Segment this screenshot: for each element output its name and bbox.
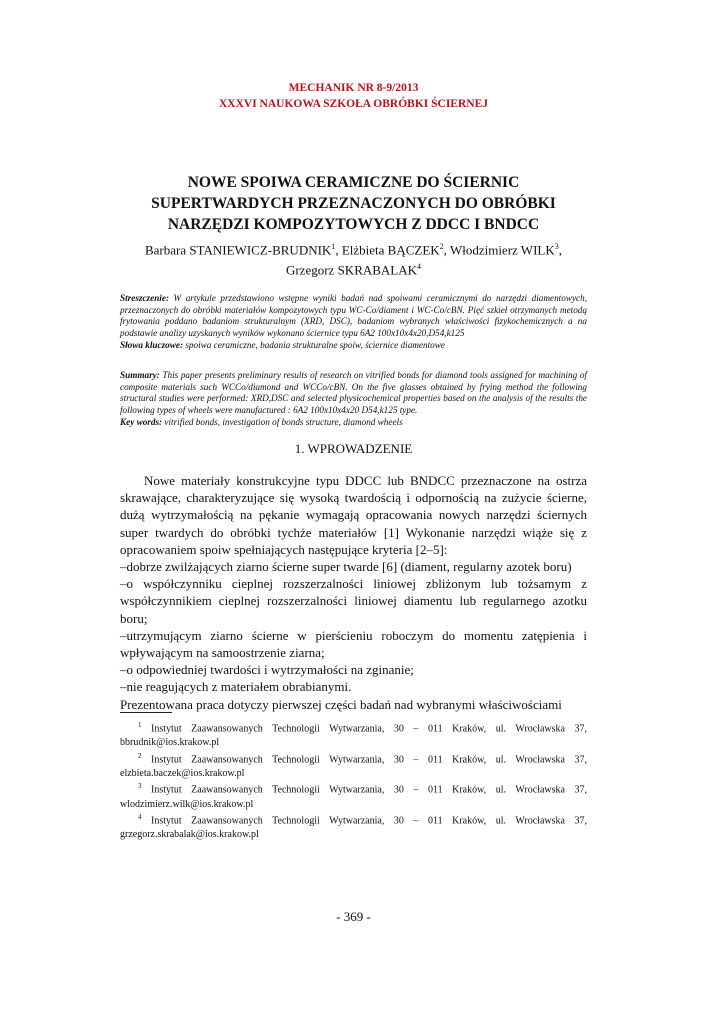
keywords-polish-text: spoiwa ceramiczne, badania strukturalne spoiw, ściernice diamentowe [183, 340, 445, 350]
conference-name: XXXVI NAUKOWA SZKOŁA OBRÓBKI ŚCIERNEJ [218, 98, 489, 110]
footnote-1 [120, 719, 587, 750]
body-paragraph-2: Prezentowana praca dotyczy pierwszej części badań nad wybranymi właściwościami [120, 696, 562, 712]
author-list [120, 238, 587, 279]
footnote-4 [120, 811, 587, 842]
body-paragraph-1: Nowe materiały konstrukcyjne typu DDCC lub BNDCC przeznaczone na ostrza skrawające, charakteryzujące się wysoką twardością i odpornością na zużycie ścierne, dużą wytrzymałością na pękanie wymagają opracowania nowych narzędzi ściernych super twardych do obróbki tychże materiałów [1] Wykonanie narzędzi wiąże się z opracowaniem spoiw spełniających następujące kryteria [2–5]: [120, 473, 587, 557]
criteria-item-4: –o odpowiedniej twardości i wytrzymałości na zginanie; [120, 662, 414, 678]
authors-line-2 [120, 258, 587, 278]
author-separator: , [558, 242, 562, 258]
title-line-1: NOWE SPOIWA CERAMICZNE DO ŚCIERNIC [187, 174, 520, 191]
footnote-3 [120, 780, 587, 811]
footnote-3-text: Instytut Zaawansowanych Technologii Wytwarzania, 30 – 011 Kraków, ul. Wrocławska 37, wlodzimierz.wilk@ios.krakow.pl [120, 784, 587, 810]
abstract-english-label: Summary: [120, 370, 160, 380]
author-3: Włodzimierz WILK [449, 242, 555, 258]
abstract-polish-text: W artykule przedstawiono wstępne wyniki badań nad spoiwami ceramicznymi do narzędzi diamentowych, przeznaczonych do obróbki materiałów kompozytowych typu WC-Co/diament i WC-Co/cBN. Pięć szkieł otrzymanych metodą frytowania poddano badaniom strukturalnym (XRD, DSC), badaniom wybranych właściwości fizykochemicznych a na podstawie analizy uzyskanych wyników wykonano ściernice typu 6A2 100x10x4x20,D54,k125 [120, 293, 587, 339]
criteria-item-1: –dobrze zwilżających ziarno ścierne super twarde [6] (diament, regularny azotek boru) [120, 559, 572, 575]
section-heading: 1. WPROWADZENIE [294, 441, 413, 456]
journal-header [120, 80, 587, 112]
author-1: Barbara STANIEWICZ-BRUDNIK [144, 242, 332, 258]
keywords-english [120, 417, 587, 429]
keywords-english-text: vitrified bonds, investigation of bonds structure, diamond wheels [162, 417, 403, 427]
abstract-polish [120, 293, 587, 340]
keywords-polish-label: Słowa kluczowe: [120, 340, 184, 350]
criteria-item-2: –o współczynniku cieplnej rozszerzalności liniowej zbliżonym lub tożsamym z współczynnikiem cieplnej rozszerzalności liniowej diamentu lub regularnego azotku boru; [120, 576, 587, 626]
author-separator: , [443, 242, 450, 258]
paper-title [120, 172, 587, 235]
abstract-english [120, 370, 587, 417]
title-line-3: NARZĘDZI KOMPOZYTOWYCH Z DDCC I BNDCC [167, 216, 540, 233]
footnote-1-number: 1 [138, 721, 142, 729]
author-1-affiliation: 1 [331, 242, 336, 251]
criteria-item-5: –nie reagujących z materiałem obrabianymi. [120, 679, 352, 695]
page-number: - 369 - [336, 909, 371, 924]
author-2-affiliation: 2 [439, 242, 444, 251]
title-line-2: SUPERTWARDYCH PRZEZNACZONYCH DO OBRÓBKI [151, 195, 556, 212]
footnote-3-number: 3 [138, 782, 142, 791]
footnote-4-text: Instytut Zaawansowanych Technologii Wytwarzania, 30 – 011 Kraków, ul. Wrocławska 37, grzegorz.skrabalak@ios.krakow.pl [120, 815, 587, 841]
abstract-polish-label: Streszczenie: [120, 293, 169, 303]
author-2: Elżbieta BĄCZEK [341, 242, 440, 258]
footnote-4-number: 4 [138, 813, 142, 822]
author-4-affiliation: 4 [417, 262, 422, 272]
keywords-polish [120, 340, 587, 352]
footnote-2 [120, 750, 587, 781]
footnote-divider [120, 712, 172, 713]
body-text [120, 472, 587, 713]
author-3-affiliation: 3 [554, 242, 559, 251]
keywords-english-label: Key words: [120, 417, 163, 427]
footnote-2-text: Instytut Zaawansowanych Technologii Wytwarzania, 30 – 011 Kraków, ul. Wrocławska 37, elzbieta.baczek@ios.krakow.pl [120, 754, 587, 779]
author-separator: , [335, 242, 342, 258]
criteria-item-3: –utrzymującym ziarno ścierne w pierścieniu roboczym do momentu zatępienia i wpływającym na samoostrzenie ziarna; [120, 627, 587, 661]
footnote-2-number: 2 [138, 751, 142, 760]
authors-line-1 [120, 238, 587, 258]
footnote-1-text: Instytut Zaawansowanych Technologii Wytwarzania, 30 – 011 Kraków, ul. Wrocławska 37, bbrudnik@ios.krakow.pl [120, 723, 587, 749]
author-4: Grzegorz SKRABALAK [285, 262, 418, 278]
abstract-english-text: This paper presents preliminary results of research on vitrified bonds for diamond tools assigned for machining of composite materials such WCCo/diamond and WCCo/cBN. On the five glasses obtained by frying method the following structural studies were performed: XRD,DSC and selected physicochemical properties based on the analysis of the results the following types of wheels were manufactured : 6A2 100x10x4x20 D54,k125 type. [120, 370, 587, 416]
journal-issue: MECHANIK NR 8-9/2013 [288, 82, 419, 94]
footnotes [120, 719, 587, 842]
